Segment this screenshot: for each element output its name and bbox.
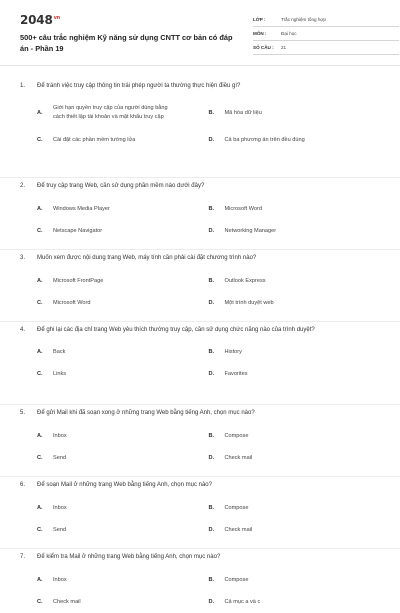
answer-text: Networking Manager <box>224 227 277 234</box>
logo-suffix: vn <box>53 15 61 21</box>
answer-option-c[interactable] <box>37 526 209 534</box>
meta-row-count <box>253 41 399 55</box>
answer-row <box>37 299 380 307</box>
answer-label: D. <box>208 454 215 461</box>
answer-label: B. <box>208 348 215 355</box>
answer-label: D. <box>208 370 215 377</box>
question-text: Để ghi lại các địa chỉ trang Web yêu thích thường truy cập, cần sử dụng chức năng nào của trình duyệt? <box>37 327 315 333</box>
answer-option-b[interactable] <box>209 109 381 117</box>
answer-option-d[interactable] <box>209 598 381 606</box>
answer-option-b[interactable] <box>209 432 381 440</box>
answer-option-b[interactable] <box>209 504 381 512</box>
answer-text: Microsoft Word <box>224 205 263 212</box>
answer-row <box>37 576 380 584</box>
question-text-row <box>20 409 380 419</box>
header-divider <box>0 65 400 66</box>
answer-row <box>37 348 380 356</box>
answer-option-b[interactable] <box>209 576 381 584</box>
answer-text: Cài đặt các phần mềm tường lửa <box>53 136 136 143</box>
answer-row <box>37 504 380 512</box>
question-text-row <box>20 254 380 264</box>
question-text-row <box>20 82 380 92</box>
answer-option-a[interactable] <box>37 205 209 213</box>
answer-label: B. <box>208 205 215 212</box>
answer-text: Mã hóa dữ liệu <box>224 109 262 116</box>
document-header <box>20 13 380 71</box>
question-number: 2. <box>20 183 26 189</box>
meta-key: SỐ CÂU : <box>253 45 274 50</box>
answer-option-c[interactable] <box>37 454 209 462</box>
answer-row <box>37 227 380 235</box>
answer-text: Windows Media Player <box>53 205 110 212</box>
question-text-row <box>20 182 380 192</box>
answer-text: History <box>224 348 242 355</box>
answer-label: C. <box>37 227 43 234</box>
answer-text: Cả ba phương án trên đều đúng <box>224 136 305 143</box>
answer-row <box>37 454 380 462</box>
answer-label: C. <box>37 526 43 533</box>
question-text-row <box>20 481 380 491</box>
question-item <box>20 326 380 404</box>
question-divider <box>0 249 400 250</box>
meta-key: MÔN : <box>253 31 267 36</box>
answer-text: Check mail <box>224 526 253 533</box>
meta-value: 21 <box>281 45 287 50</box>
answer-option-d[interactable] <box>209 227 381 235</box>
answer-label: D. <box>208 227 215 234</box>
answer-label: D. <box>208 299 215 306</box>
answer-text: Cả mục a và c <box>224 598 261 605</box>
answer-text: Inbox <box>53 432 67 439</box>
question-number: 7. <box>20 554 26 560</box>
answer-option-d[interactable] <box>209 370 381 378</box>
answer-label: C. <box>37 454 43 461</box>
question-divider <box>0 548 400 549</box>
question-divider <box>0 177 400 178</box>
question-text: Muốn xem được nội dung trang Web, máy tính cần phải cài đặt chương trình nào? <box>37 255 257 261</box>
answer-text: Send <box>53 454 67 461</box>
document-title: 500+ câu trắc nghiệm Kỹ năng sử dụng CNTT cơ bản có đáp án - Phần 19 <box>20 33 233 53</box>
answer-option-a[interactable] <box>37 104 209 122</box>
answer-text: Inbox <box>53 576 67 583</box>
question-item <box>20 182 380 249</box>
question-number: 3. <box>20 255 26 261</box>
answer-option-c[interactable] <box>37 370 209 378</box>
question-item <box>20 82 380 177</box>
answer-label: B. <box>208 576 215 583</box>
answer-label: D. <box>208 598 215 605</box>
question-divider <box>0 476 400 477</box>
answer-label: A. <box>37 277 43 284</box>
answer-option-d[interactable] <box>209 299 381 307</box>
answer-label: C. <box>37 299 43 306</box>
answer-row <box>37 277 380 285</box>
meta-key: LỚP : <box>253 17 266 22</box>
answer-text: Compose <box>224 504 249 511</box>
answer-option-c[interactable] <box>37 227 209 235</box>
answer-label: B. <box>208 109 215 116</box>
question-text: Để kiểm tra Mail ở những trang Web bằng tiếng Anh, chọn mục nào? <box>37 554 221 560</box>
answer-label: D. <box>208 136 215 143</box>
answer-text: Outlook Express <box>224 277 266 284</box>
logo-text: 2048 <box>20 13 53 27</box>
answer-text: Inbox <box>53 504 67 511</box>
question-divider <box>0 404 400 405</box>
answer-option-a[interactable] <box>37 504 209 512</box>
meta-row-subject <box>253 27 399 41</box>
answer-label: C. <box>37 370 43 377</box>
answer-text: Giới hạn quyền truy cập của người dùng bằng cách thiết lập tài khoản và mật khẩu truy cập <box>53 104 168 120</box>
answer-label: A. <box>37 432 43 439</box>
question-text: Để soạn Mail ở những trang Web bằng tiếng Anh, chọn mục nào? <box>37 482 212 488</box>
answer-text: Microsoft Word <box>53 299 91 306</box>
answer-label: A. <box>37 576 43 583</box>
meta-row-class <box>253 13 399 27</box>
answer-text: Một trình duyệt web <box>224 299 274 306</box>
answer-option-c[interactable] <box>37 598 209 606</box>
question-number: 4. <box>20 327 26 333</box>
answer-text: Check mail <box>53 598 81 605</box>
question-divider <box>0 321 400 322</box>
answer-row <box>37 598 380 606</box>
answer-text: Check mail <box>224 454 253 461</box>
answer-label: C. <box>37 598 43 605</box>
question-text-row <box>20 326 380 336</box>
answer-row <box>37 136 380 144</box>
answer-option-c[interactable] <box>37 136 209 144</box>
question-text: Để tránh việc truy cập thông tin trái phép người ta thường thực hiện điều gì? <box>37 83 241 89</box>
answer-text: Links <box>53 370 67 377</box>
answer-option-b[interactable] <box>209 205 381 213</box>
question-list <box>20 82 380 613</box>
meta-table <box>253 13 399 55</box>
answer-option-b[interactable] <box>209 277 381 285</box>
answer-option-a[interactable] <box>37 277 209 285</box>
answer-label: B. <box>208 277 215 284</box>
answer-row <box>37 370 380 378</box>
answer-row <box>37 526 380 534</box>
question-item <box>20 409 380 476</box>
question-text: Để truy cập trang Web, cần sử dụng phần mềm nào dưới đây? <box>37 183 205 189</box>
answer-option-c[interactable] <box>37 299 209 307</box>
answer-option-d[interactable] <box>209 526 381 534</box>
answer-label: A. <box>37 504 43 511</box>
question-item <box>20 254 380 321</box>
question-text: Để gửi Mail khi đã soạn xong ở những trang Web bằng tiếng Anh, chọn mục nào? <box>37 410 255 416</box>
answer-text: Netscape Navigator <box>53 227 103 234</box>
site-logo[interactable] <box>20 13 60 27</box>
answer-text: Compose <box>224 576 249 583</box>
answer-text: Send <box>53 526 67 533</box>
answer-text: Compose <box>224 432 249 439</box>
answer-label: B. <box>208 504 215 511</box>
question-item <box>20 553 380 613</box>
answer-label: A. <box>37 348 43 355</box>
answer-label: C. <box>37 136 43 143</box>
answer-option-a[interactable] <box>37 576 209 584</box>
answer-text: Favorites <box>224 370 248 377</box>
question-number: 1. <box>20 83 26 89</box>
meta-value: Trắc nghiệm tổng hợp <box>281 17 326 22</box>
answer-text: Microsoft FrontPage <box>53 277 104 284</box>
answer-label: A. <box>37 205 43 212</box>
answer-option-d[interactable] <box>209 454 381 462</box>
answer-option-b[interactable] <box>209 348 381 356</box>
answer-option-a[interactable] <box>37 432 209 440</box>
answer-option-a[interactable] <box>37 348 209 356</box>
answer-row <box>37 432 380 440</box>
question-number: 6. <box>20 482 26 488</box>
answer-text: Back <box>53 348 66 355</box>
answer-option-d[interactable] <box>209 136 381 144</box>
question-item <box>20 481 380 548</box>
answer-label: D. <box>208 526 215 533</box>
meta-value: Đại học <box>281 31 297 36</box>
question-number: 5. <box>20 410 26 416</box>
answer-label: B. <box>208 432 215 439</box>
answer-row <box>37 104 380 122</box>
answer-row <box>37 205 380 213</box>
question-text-row <box>20 553 380 563</box>
answer-label: A. <box>37 109 43 116</box>
